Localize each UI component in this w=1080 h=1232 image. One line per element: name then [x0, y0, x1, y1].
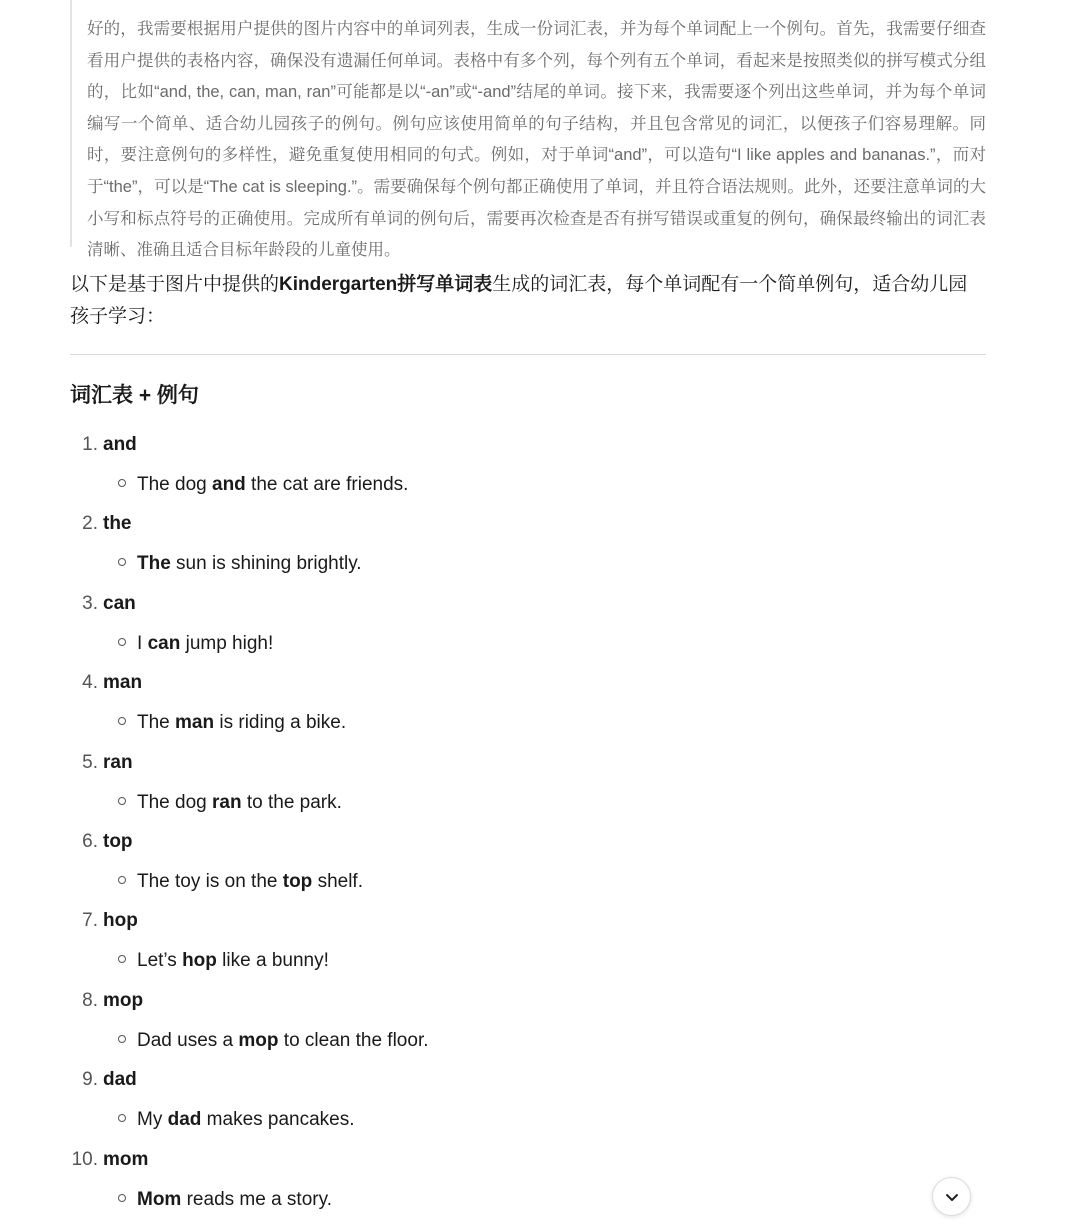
list-item [70, 1145, 986, 1224]
list-item [70, 827, 986, 906]
list-item [70, 986, 986, 1065]
example-post: sun is shining brightly. [170, 553, 362, 575]
bullet-icon [118, 558, 126, 566]
list-number: 1. [82, 434, 98, 455]
list-item [70, 1065, 986, 1144]
bullet-icon [118, 1035, 126, 1043]
intro-before: 以下是基于图片中提供的 [70, 274, 280, 295]
intro-bold: Kindergarten拼写单词表 [279, 274, 493, 295]
example-pre: Let’s [137, 950, 183, 972]
vocab-example [118, 788, 342, 818]
example-post: reads me a story. [181, 1188, 332, 1210]
vocab-word-row [70, 1145, 148, 1175]
example-bold: and [212, 474, 246, 495]
intro-after: 生成的词汇表，每个单词配有一个简单例句，适合幼儿园孩子学习： [70, 274, 968, 327]
vocab-word-row [70, 589, 136, 619]
example-bold: man [175, 712, 215, 734]
vocab-word-row [70, 827, 133, 857]
example-bold: ran [212, 791, 242, 813]
example-pre: I [137, 632, 148, 654]
bullet-icon [118, 638, 126, 646]
example-pre: The dog [137, 474, 212, 495]
bullet-icon [118, 717, 126, 725]
list-number: 6. [82, 830, 98, 852]
example-pre: My [137, 1109, 168, 1131]
vocab-example [118, 549, 362, 579]
example-post: to the park. [241, 791, 342, 813]
bullet-icon [118, 955, 126, 963]
list-number: 3. [82, 592, 98, 614]
vocab-term: the [103, 513, 132, 535]
vocab-word-row [70, 668, 142, 698]
example-bold: mop [238, 1029, 279, 1051]
vocab-example [118, 1026, 429, 1056]
scroll-to-bottom-button[interactable] [932, 1177, 971, 1216]
list-item [70, 589, 986, 668]
example-post: to clean the floor. [278, 1029, 429, 1051]
list-number: 9. [82, 1069, 98, 1091]
vocab-term: dad [103, 1069, 137, 1091]
thinking-block [70, 0, 986, 260]
list-number: 7. [82, 910, 98, 932]
vocab-term: and [103, 434, 137, 455]
example-bold: dad [167, 1109, 202, 1131]
vocab-word-row [70, 430, 137, 460]
list-number: 10. [71, 1148, 98, 1170]
list-number: 4. [82, 672, 98, 694]
example-post: the cat are friends. [245, 474, 409, 495]
vocab-term: hop [103, 910, 138, 932]
example-bold: Mom [137, 1188, 182, 1210]
vocab-term: ran [103, 751, 133, 773]
list-number: 2. [82, 513, 98, 535]
vocab-term: can [103, 592, 136, 614]
list-number: 8. [82, 989, 98, 1011]
section-title: 词汇表 + 例句 [70, 384, 199, 407]
vocab-term: top [103, 830, 133, 852]
example-bold: The [137, 553, 171, 575]
chevron-down-icon [944, 1189, 960, 1205]
example-pre: The dog [137, 791, 212, 813]
bullet-icon [118, 797, 126, 805]
bullet-icon [118, 1194, 126, 1202]
divider [70, 354, 986, 355]
vocab-example [118, 867, 363, 897]
example-post: jump high! [180, 632, 274, 654]
vocab-example [118, 1185, 332, 1215]
list-item [70, 668, 986, 747]
list-item [70, 748, 986, 827]
thinking-text: 好的，我需要根据用户提供的图片内容中的单词列表，生成一份词汇表，并为每个单词配上一个例句。首先，我需要仔细查看用户提供的表格内容，确保没有遗漏任何单词。表格中有多个列，每个列有五个单词，看起来是按照类似的拼写模式分组的，比如“and, the, can, man, ran”可能都是以“-an”或“-and”结尾的单词。接下来，我需要逐个列出这些单词，并为每个单词编写一个简单、适合幼儿园孩子的例句。例句应该使用简单的句子结构，并且包含常见的词汇，以便孩子们容易理解。同时，要注意例句的多样性，避免重复使用相同的句式。例如，对于单词“and”，可以造句“I like apples and bananas.”，而对于“the”，可以是“The cat is sleeping.”。需要确保每个例句都正确使用了单词，并且符合语法规则。此外，还要注意单词的大小写和标点符号的正确使用。完成所有单词的例句后，需要再次检查是否有拼写错误或重复的例句，确保最终输出的词汇表清晰、准确且适合目标年龄段的儿童使用。 [87, 20, 986, 260]
chat-response [70, 0, 986, 1224]
vocab-word-row [70, 986, 143, 1016]
example-pre: The [137, 712, 176, 734]
example-post: like a bunny! [216, 950, 329, 972]
bullet-icon [118, 876, 126, 884]
list-item [70, 509, 986, 588]
vocab-example [118, 470, 408, 500]
vocab-example [118, 629, 273, 659]
vocab-list [70, 430, 986, 1224]
vocab-term: mom [103, 1148, 149, 1170]
bullet-icon [118, 479, 126, 487]
vocab-word-row [70, 1065, 137, 1095]
vocab-term: mop [103, 989, 144, 1011]
example-bold: hop [182, 950, 217, 972]
bullet-icon [118, 1114, 126, 1122]
example-post: is riding a bike. [214, 712, 347, 734]
example-pre: The toy is on the [137, 870, 283, 892]
vocab-word-row [70, 748, 133, 778]
vocab-word-row [70, 509, 132, 539]
vocab-word-row [70, 906, 138, 936]
example-pre: Dad uses a [137, 1029, 239, 1051]
list-number: 5. [82, 751, 98, 773]
example-post: shelf. [312, 870, 363, 892]
vocab-term: man [103, 672, 143, 694]
example-bold: can [147, 632, 181, 654]
list-item [70, 430, 986, 509]
vocab-example [118, 1105, 355, 1135]
intro-paragraph [70, 269, 986, 333]
example-bold: top [282, 870, 313, 892]
vocab-example [118, 946, 329, 976]
vocab-example [118, 708, 346, 738]
list-item [70, 906, 986, 985]
example-post: makes pancakes. [201, 1109, 355, 1131]
